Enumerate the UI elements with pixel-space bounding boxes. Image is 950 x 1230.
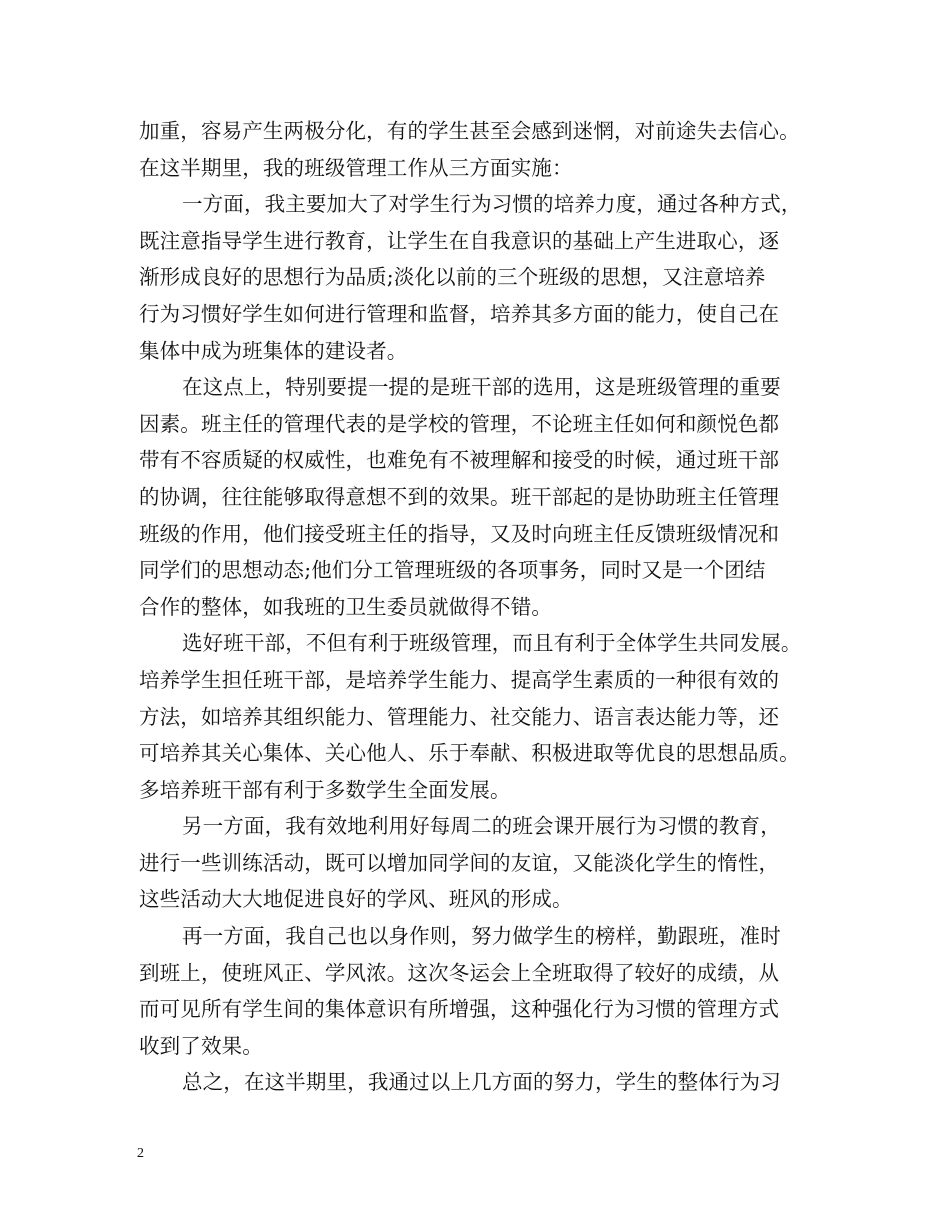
text-line: 总之，在这半期里，我通过以上几方面的努力，学生的整体行为习 (182, 1070, 781, 1095)
text-line: 在这点上，特别要提一提的是班干部的选用，这是班级管理的重要 (182, 375, 781, 400)
text-line: 行为习惯好学生如何进行管理和监督，培养其多方面的能力，使自己在 (139, 301, 780, 326)
text-line: 集体中成为班集体的建设者。 (139, 338, 408, 363)
text-line: 另一方面，我有效地利用好每周二的班会课开展行为习惯的教育， (182, 814, 781, 839)
text-line: 方法，如培养其组织能力、管理能力、社交能力、语言表达能力等，还 (139, 704, 780, 729)
text-line: 培养学生担任班干部，是培养学生能力、提高学生素质的一种很有效的 (139, 667, 780, 692)
text-line: 班级的作用，他们接受班主任的指导，又及时向班主任反馈班级情况和 (139, 521, 780, 546)
text-line: 合作的整体，如我班的卫生委员就做得不错。 (139, 594, 552, 619)
text-line: 既注意指导学生进行教育，让学生在自我意识的基础上产生进取心，逐 (139, 228, 780, 253)
text-line: 同学们的思想动态;他们分工管理班级的各项事务，同时又是一个团结 (139, 558, 766, 583)
text-line: 的协调，往往能够取得意想不到的效果。班干部起的是协助班主任管理 (139, 484, 780, 509)
text-line: 这些活动大大地促进良好的学风、班风的形成。 (139, 887, 573, 912)
text-line: 进行一些训练活动，既可以增加同学间的友谊，又能淡化学生的惰性， (139, 850, 780, 875)
document-body (139, 113, 829, 1101)
text-line: 因素。班主任的管理代表的是学校的管理，不论班主任如何和颜悦色都 (139, 411, 780, 436)
text-line: 再一方面，我自己也以身作则，努力做学生的榜样，勤跟班，准时 (182, 924, 781, 949)
text-line: 可培养其关心集体、关心他人、乐于奉献、积极进取等优良的思想品质。 (139, 741, 800, 766)
text-line: 带有不容质疑的权威性，也难免有不被理解和接受的时候，通过班干部 (139, 448, 780, 473)
text-line: 而可见所有学生间的集体意识有所增强，这种强化行为习惯的管理方式 (139, 997, 780, 1022)
page-number: 2 (137, 1146, 144, 1161)
text-line: 收到了效果。 (139, 1033, 263, 1058)
text-line: 一方面，我主要加大了对学生行为习惯的培养力度，通过各种方式， (182, 192, 802, 217)
text-line: 渐形成良好的思想行为品质;淡化以前的三个班级的思想，又注意培养 (139, 265, 766, 290)
text-line: 多培养班干部有利于多数学生全面发展。 (139, 777, 511, 802)
text-line: 到班上，使班风正、学风浓。这次冬运会上全班取得了较好的成绩，从 (139, 960, 780, 985)
text-line: 加重，容易产生两极分化，有的学生甚至会感到迷惘，对前途失去信心。 (139, 119, 800, 143)
text-line: 在这半期里，我的班级管理工作从三方面实施： (139, 155, 573, 180)
text-line: 选好班干部，不但有利于班级管理，而且有利于全体学生共同发展。 (182, 631, 802, 656)
